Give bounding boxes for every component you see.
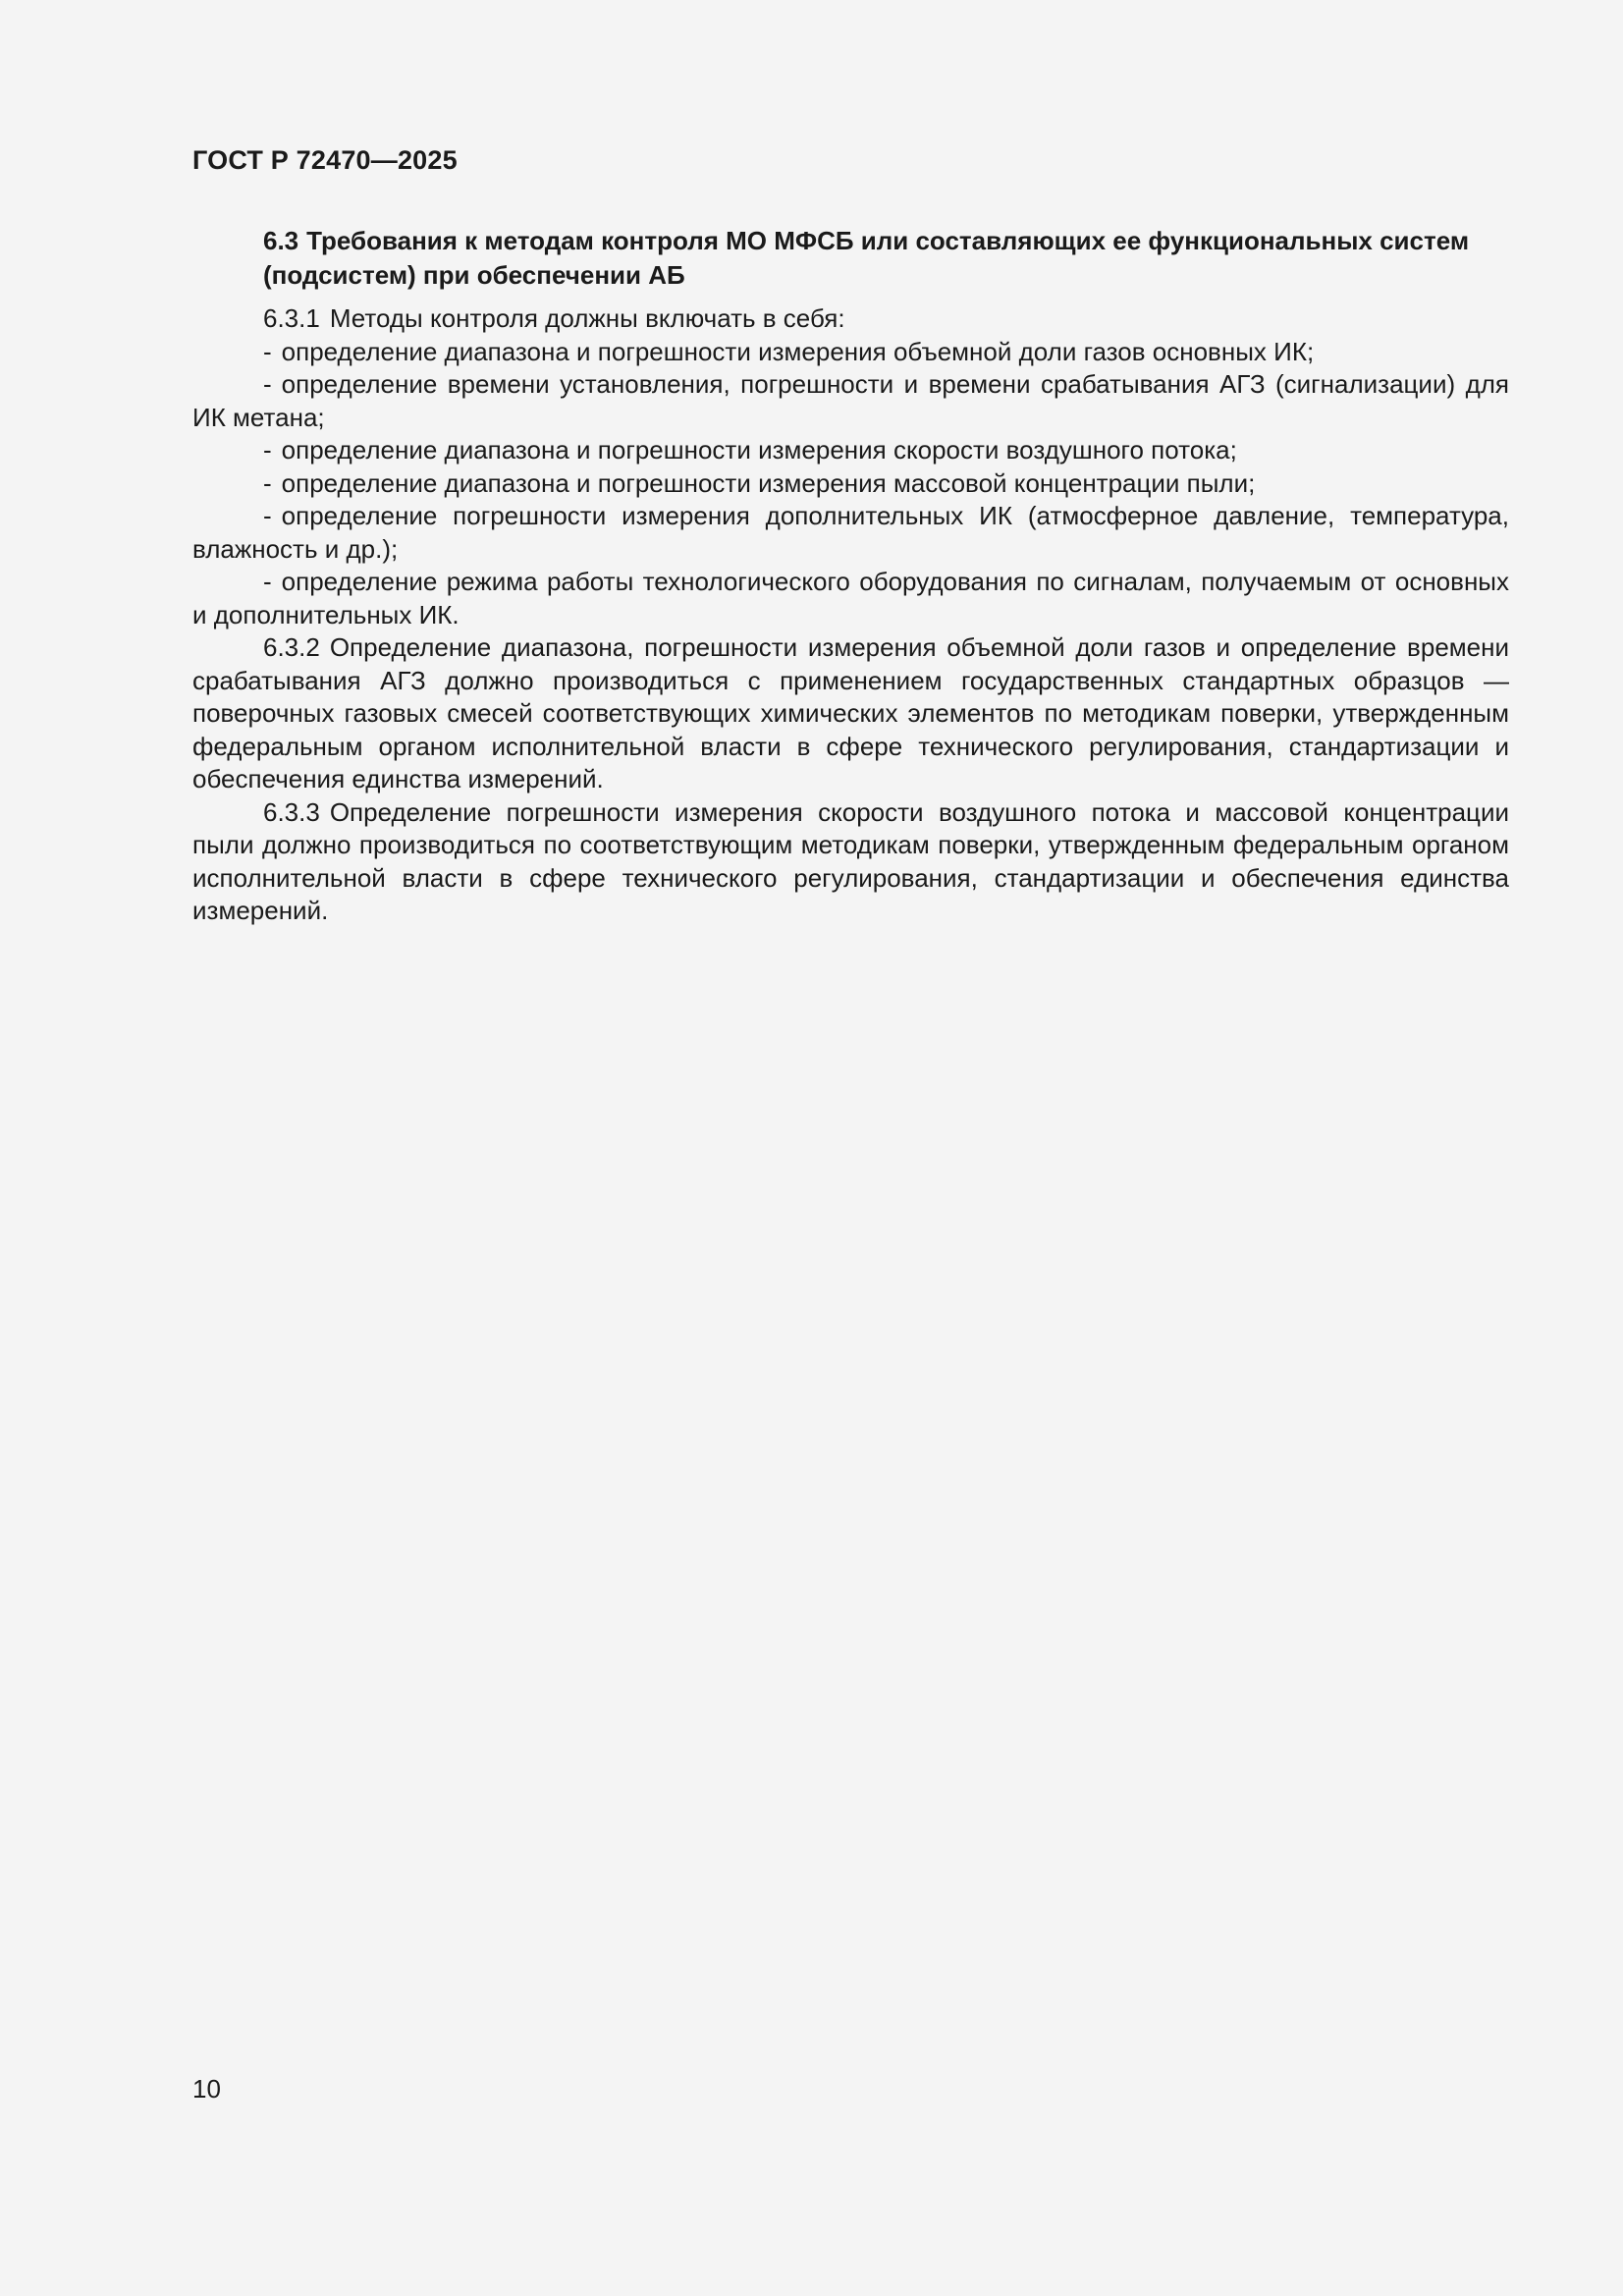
paragraph-number: 6.3.3 — [263, 796, 320, 827]
list-item — [192, 434, 1509, 467]
list-marker: - — [263, 435, 272, 465]
list-item — [192, 566, 1509, 631]
list-marker: - — [263, 467, 272, 498]
list-item — [192, 336, 1509, 369]
document-header: ГОСТ Р 72470—2025 — [192, 145, 458, 175]
paragraph-text: Определение диапазона, погрешности измерения объемной доли газов и определение времени срабатывания АГЗ должно производиться с применением государственных стандартных образцов — поверочных газовых смесей соответствующих химических элементов по методикам поверки, утвержденным федеральным органом исполнительной власти в сфере технического регулирования, стандартизации и обеспечения единства измерений. — [192, 632, 1509, 793]
paragraph-6-3-3 — [192, 796, 1509, 928]
paragraph-number: 6.3.1 — [263, 303, 320, 333]
list-item — [192, 467, 1509, 501]
paragraph-6-3-2 — [192, 631, 1509, 796]
list-marker: - — [263, 336, 272, 366]
section-number: 6.3 — [263, 226, 299, 255]
paragraph-number: 6.3.2 — [263, 632, 320, 662]
list-item-text: определение времени установления, погрешности и времени срабатывания АГЗ (сигнализации) для ИК метана; — [192, 369, 1509, 432]
list-item-text: определение режима работы технологического оборудования по сигналам, получаемым от основных и дополнительных ИК. — [192, 567, 1509, 629]
list-item-text: определение диапазона и погрешности измерения скорости воздушного потока; — [281, 435, 1237, 465]
list-item — [192, 368, 1509, 434]
list-item-text: определение погрешности измерения дополнительных ИК (атмосферное давление, температура, влажность и др.); — [192, 501, 1509, 564]
document-body — [192, 224, 1509, 928]
paragraph-text: Методы контроля должны включать в себя: — [329, 303, 845, 333]
paragraph-6-3-1 — [192, 302, 1509, 336]
list-marker: - — [263, 567, 272, 596]
list-marker: - — [263, 501, 272, 530]
section-heading — [192, 224, 1509, 293]
list-item — [192, 500, 1509, 566]
section-title: Требования к методам контроля МО МФСБ или составляющих ее функциональных систем (подсистем) при обеспечении АБ — [263, 226, 1470, 290]
list-item-text: определение диапазона и погрешности измерения объемной доли газов основных ИК; — [281, 336, 1315, 366]
list-marker: - — [263, 369, 272, 399]
paragraph-text: Определение погрешности измерения скорости воздушного потока и массовой концентрации пыли должно производиться по соответствующим методикам поверки, утвержденным федеральным органом исполнительной власти в сфере технического регулирования, стандартизации и обеспечения единства измерений. — [192, 796, 1509, 925]
list-item-text: определение диапазона и погрешности измерения массовой концентрации пыли; — [281, 467, 1256, 498]
page-number: 10 — [192, 2074, 221, 2104]
